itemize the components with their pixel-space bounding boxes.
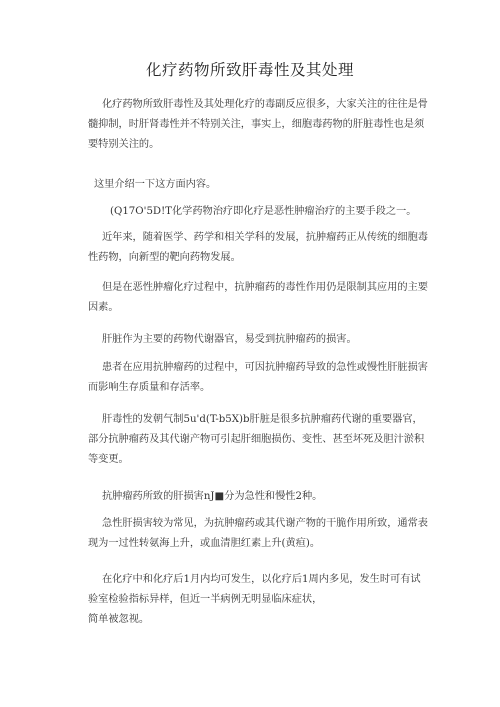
- paragraph-drug-development: 近年来，随着医学、药学和相关学科的发展，抗肿瘤药正从传统的细胞毒性药物，向新型的靶向药物发展。: [88, 232, 428, 263]
- paragraph-chemotherapy-definition: (Q17O'5D!T化学药物治疗即化疗是恶性肿瘤治疗的主要手段之一。: [110, 206, 417, 217]
- document-title: 化疗药物所致肝毒性及其处理: [145, 61, 354, 79]
- paragraph-classification: 抗肿瘤药所致的肝损害nJ■分为急性和慢性2种。: [102, 491, 323, 502]
- paragraph-liver-metabolism: 肝脏作为主要的药物代谢器官，易受到抗肿瘤药的损害。: [102, 334, 357, 345]
- paragraph-intro: 化疗药物所致肝毒性及其处理化疗的毒副反应很多，大家关注的往往是骨髓抑制，时肝肾毒性并不特别关注，事实上，细胞毒药物的肝脏毒性也是须要特别关注的。: [88, 99, 428, 150]
- paragraph-patient-impact: 患者在应用抗肿瘤药的过程中，可因抗肿瘤药导致的急性或慢性肝脏损害而影响生存质量和存活率。: [88, 362, 428, 393]
- paragraph-overview: 这里介绍一下这方面内容。: [94, 179, 217, 190]
- paragraph-acute-damage: 急性肝损害较为常见，为抗肿瘤药或其代谢产物的干脆作用所致，通常表现为一过性转氨海上升，或血清胆红素上升(黄疸)。: [88, 518, 428, 549]
- paragraph-onset-timing: 在化疗中和化疗后1月内均可发生，以化疗后1周内多见，发生时可有试验室检验指标异样，但近一半病例无明显临床症状， 简单被忽视。: [88, 574, 421, 625]
- paragraph-toxicity-limit: 但是在恶性肿瘤化疗过程中，抗肿瘤药的毒性作用仍是限制其应用的主要因素。: [88, 282, 428, 313]
- paragraph-mechanism: 肝毒性的发朝气制5u'd(T-b5X)b肝脏是很多抗肿瘤药代谢的重要器官，部分抗肿瘤药及其代谢产物可引起肝细胞损伤、变性、甚至坏死及胆汁淤积等变更。: [88, 414, 425, 465]
